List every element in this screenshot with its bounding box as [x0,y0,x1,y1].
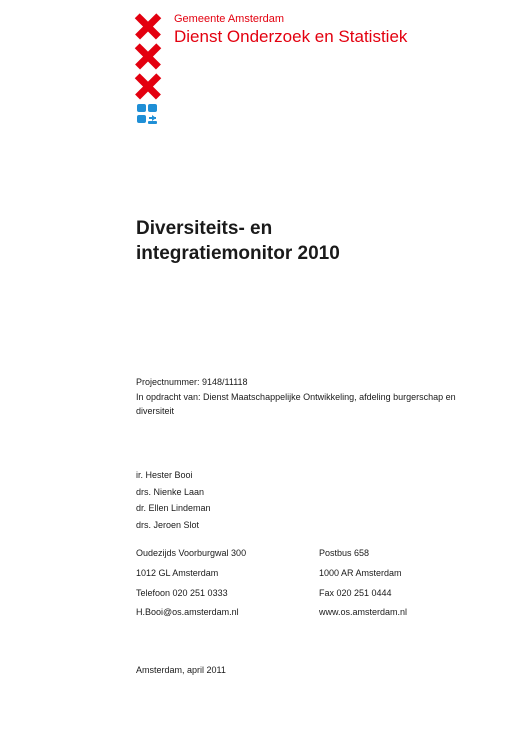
place-date: Amsterdam, april 2011 [136,665,226,675]
fax-number: Fax 020 251 0444 [319,587,392,598]
phone-number: Telefoon 020 251 0333 [136,587,228,598]
website-link[interactable]: www.os.amsterdam.nl [319,607,408,618]
commission-line-2: diversiteit [136,406,175,416]
po-box: Postbus 658 [319,548,370,558]
po-box-city: 1000 AR Amsterdam [319,567,402,578]
x-cross-icon [136,44,160,68]
author-name: ir. Hester Booi [136,470,193,480]
x-cross-icon [136,14,160,38]
department-name: Dienst Onderzoek en Statistiek [174,27,408,46]
project-info [136,375,466,419]
document-title [136,216,340,266]
postal-address [319,544,407,623]
postal-city: 1012 GL Amsterdam [136,567,219,578]
title-line-1: Diversiteits- en [136,218,273,239]
org-name: Gemeente Amsterdam [174,13,285,25]
email-link[interactable]: H.Booi@os.amsterdam.nl [136,607,239,618]
author-list [136,467,211,533]
title-line-2: integratiemonitor 2010 [136,243,340,264]
project-number: Projectnummer: 9148/11118 [136,377,248,387]
author-name: dr. Ellen Lindeman [136,503,211,513]
visit-address [136,544,246,623]
commission-line-1: In opdracht van: Dienst Maatschappelijke Ontwikkeling, afdeling burgerschap en [136,391,456,402]
os-logo-icon [136,103,160,127]
street-address: Oudezijds Voorburgwal 300 [136,548,247,558]
author-name: drs. Jeroen Slot [136,519,200,530]
x-cross-icon [136,74,160,98]
author-name: drs. Nienke Laan [136,486,205,497]
